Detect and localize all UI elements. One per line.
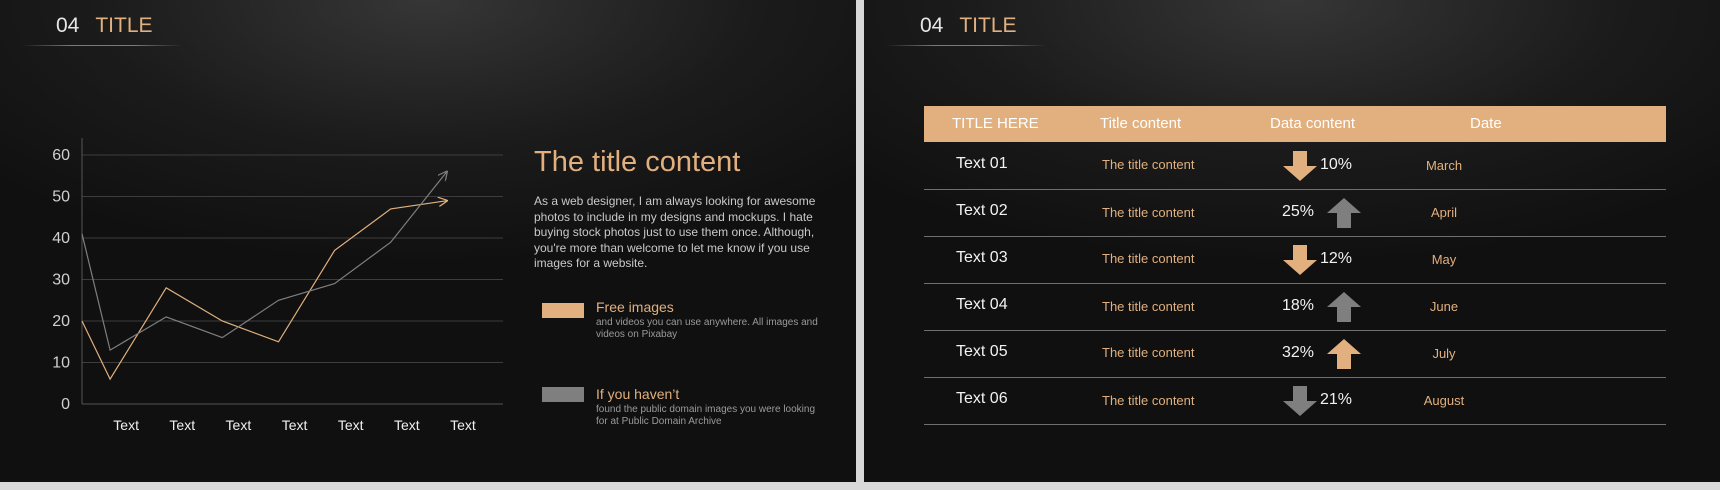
column-header: Date bbox=[1470, 115, 1502, 132]
slide-header bbox=[920, 14, 1017, 38]
x-tick-label: Text bbox=[113, 417, 139, 433]
column-header: Data content bbox=[1270, 115, 1356, 132]
x-tick-label: Text bbox=[337, 417, 364, 433]
x-tick-label: Text bbox=[450, 417, 476, 433]
x-tick-label: Text bbox=[393, 417, 420, 433]
y-tick-label: 50 bbox=[52, 188, 70, 206]
column-header: TITLE HERE bbox=[952, 115, 1039, 132]
row-name: Text 01 bbox=[956, 154, 1008, 172]
y-tick-label: 30 bbox=[52, 271, 70, 289]
bottom-strip bbox=[0, 482, 1720, 490]
arrow-up-icon bbox=[1326, 197, 1362, 229]
row-title: The title content bbox=[1102, 298, 1195, 314]
y-tick-label: 40 bbox=[52, 230, 70, 247]
row-value: 25% bbox=[1282, 202, 1315, 220]
arrow-down-icon bbox=[1282, 244, 1318, 276]
arrow-down-icon bbox=[1282, 385, 1318, 417]
row-value: 21% bbox=[1320, 390, 1353, 408]
row-divider bbox=[924, 189, 1666, 190]
arrow-up-icon bbox=[1326, 291, 1362, 323]
slide-number: 04 bbox=[56, 14, 80, 37]
slide-title: TITLE bbox=[959, 14, 1017, 37]
slide-table bbox=[864, 0, 1720, 482]
row-name: Text 05 bbox=[956, 342, 1008, 360]
row-name: Text 03 bbox=[956, 248, 1008, 266]
row-title: The title content bbox=[1102, 392, 1195, 408]
row-title: The title content bbox=[1102, 344, 1195, 360]
arrow-down-icon bbox=[1282, 150, 1318, 182]
row-divider bbox=[924, 424, 1666, 425]
row-date: June bbox=[1429, 298, 1459, 314]
series-line bbox=[82, 201, 447, 379]
row-title: The title content bbox=[1102, 156, 1195, 172]
series-line bbox=[82, 172, 447, 351]
row-value: 10% bbox=[1320, 155, 1353, 173]
slide-number: 04 bbox=[920, 14, 944, 37]
row-date: March bbox=[1425, 157, 1463, 173]
content-title: The title content bbox=[534, 146, 741, 178]
row-title: The title content bbox=[1102, 250, 1195, 266]
row-divider bbox=[924, 236, 1666, 237]
table-header bbox=[924, 106, 1666, 142]
y-tick-label: 10 bbox=[52, 354, 70, 372]
row-title: The title content bbox=[1102, 204, 1195, 220]
content-body: As a web designer, I am always looking for awesome photos to include in my designs and mockups. I hate buying stock photos just to use them once. Although, you're more than welcome to let me know if you use images for a website. bbox=[534, 194, 816, 270]
x-tick-label: Text bbox=[169, 417, 196, 433]
x-tick-label: Text bbox=[225, 417, 252, 433]
row-value: 12% bbox=[1320, 249, 1353, 267]
legend-label-1: Free images bbox=[596, 299, 674, 315]
row-date: July bbox=[1432, 345, 1456, 361]
column-header: Title content bbox=[1100, 115, 1182, 132]
row-date: April bbox=[1430, 204, 1457, 220]
row-divider bbox=[924, 330, 1666, 331]
y-tick-label: 60 bbox=[52, 147, 70, 164]
row-name: Text 02 bbox=[956, 201, 1008, 219]
arrow-up-icon bbox=[1326, 338, 1362, 370]
row-divider bbox=[924, 377, 1666, 378]
legend-swatch-1 bbox=[542, 303, 584, 318]
legend-desc-1: and videos you can use anywhere. All images and videos on Pixabay bbox=[596, 317, 818, 340]
legend-swatch-2 bbox=[542, 387, 584, 402]
slide-chart bbox=[0, 0, 856, 482]
row-name: Text 06 bbox=[956, 389, 1008, 407]
y-tick-label: 20 bbox=[52, 313, 70, 330]
row-name: Text 04 bbox=[956, 295, 1008, 313]
row-value: 18% bbox=[1282, 296, 1315, 314]
x-tick-label: Text bbox=[281, 417, 308, 433]
legend-desc-2: found the public domain images you were looking for at Public Domain Archive bbox=[596, 404, 816, 427]
legend-label-2: If you haven’t bbox=[596, 386, 680, 402]
row-divider bbox=[924, 283, 1666, 284]
row-date: May bbox=[1431, 251, 1457, 267]
row-date: August bbox=[1423, 392, 1465, 408]
y-tick-label: 0 bbox=[61, 396, 70, 413]
header-underline bbox=[886, 45, 1046, 46]
slide-title: TITLE bbox=[95, 14, 153, 37]
row-value: 32% bbox=[1282, 343, 1315, 361]
